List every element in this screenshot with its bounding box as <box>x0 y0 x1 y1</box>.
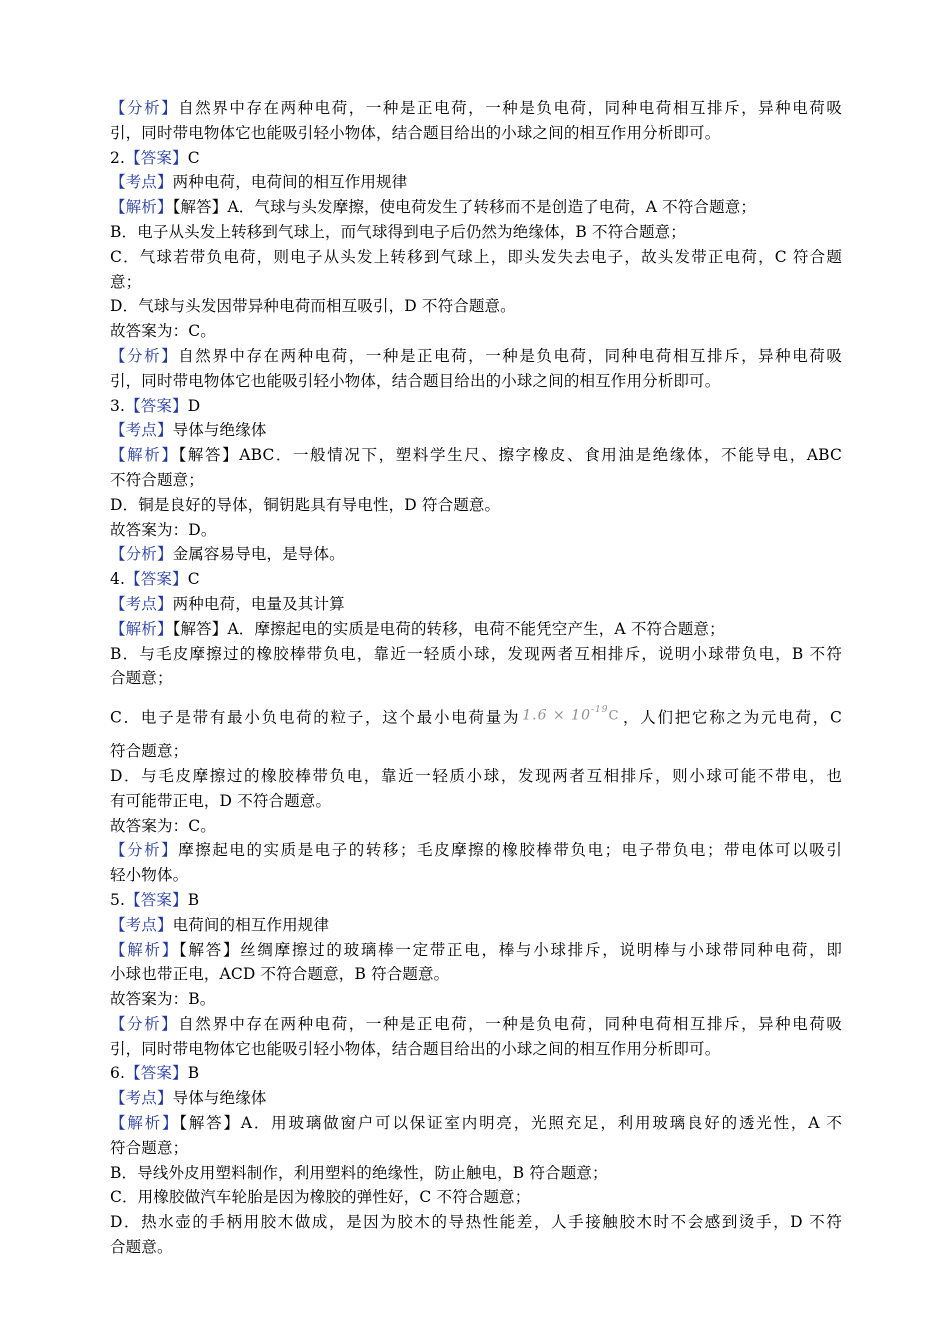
text-line <box>110 493 842 518</box>
line-text: 意； <box>110 272 142 291</box>
text-line <box>110 888 842 913</box>
text-line <box>110 146 842 171</box>
section-tag: 【答案】 <box>125 890 188 909</box>
line-text: C <box>187 148 200 167</box>
section-tag: 【答案】 <box>125 1064 188 1083</box>
line-text: 两种电荷，电量及其计算 <box>172 594 345 613</box>
line-text: B．电子从头发上转移到气球上，而气球得到电子后仍然为绝缘体，B 不符合题意； <box>110 222 686 241</box>
text-line <box>110 962 842 987</box>
text-line <box>110 764 842 789</box>
line-text: 【解答】ABC．一般情况下，塑料学生尺、擦字橡皮、食用油是绝缘体，不能导电，ABC <box>178 446 842 465</box>
line-text: D．铜是良好的导体，铜钥匙具有导电性，D 符合题意。 <box>110 495 501 514</box>
section-tag: 【答案】 <box>125 570 188 589</box>
line-text: 引，同时带电物体它也能吸引轻小物体，结合题目给出的小球之间的相互作用分析即可。 <box>110 123 721 142</box>
line-text: C．用橡胶做汽车轮胎是因为橡胶的弹性好，C 不符合题意； <box>110 1188 531 1207</box>
section-tag: 【考点】 <box>110 915 173 934</box>
line-text: 两种电荷，电荷间的相互作用规律 <box>172 173 408 192</box>
formula-exponent: -19 <box>590 705 609 716</box>
line-text: D．气球与头发因带异种电荷而相互吸引，D 不符合题意。 <box>110 297 516 316</box>
text-line <box>110 938 842 963</box>
text-line <box>110 1136 842 1161</box>
line-text: 符合题意； <box>110 742 189 761</box>
charge-formula <box>522 688 619 741</box>
text-line <box>110 617 842 642</box>
line-text: 5. <box>110 890 126 909</box>
section-tag: 【解析】 <box>110 446 179 465</box>
text-line <box>110 270 842 295</box>
line-text: 6. <box>110 1064 126 1083</box>
line-text: C．气球若带负电荷，则电子从头发上转移到气球上，即头发失去电子，故头发带正电荷，C 符合题 <box>110 247 842 266</box>
text-line <box>110 1012 842 1037</box>
line-text: 自然界中存在两种电荷，一种是正电荷，一种是负电荷，同种电荷相互排斥，异种电荷吸 <box>178 1014 842 1033</box>
text-line <box>110 468 842 493</box>
text-line <box>110 642 842 667</box>
answer-content <box>110 96 842 1260</box>
text-line <box>110 294 842 319</box>
line-text: 导体与绝缘体 <box>172 1089 267 1108</box>
section-tag: 【分析】 <box>110 841 179 860</box>
line-text: 轻小物体。 <box>110 866 189 885</box>
section-tag: 【考点】 <box>110 594 173 613</box>
text-line <box>110 1037 842 1062</box>
text-line <box>110 170 842 195</box>
section-tag: 【解析】 <box>110 198 173 217</box>
line-text: ，人们把它称之为元电荷，C <box>621 708 842 727</box>
text-line <box>110 1086 842 1111</box>
line-text: 自然界中存在两种电荷，一种是正电荷，一种是负电荷，同种电荷相互排斥，异种电荷吸 <box>178 346 842 365</box>
formula-unit: C <box>608 708 620 724</box>
text-line <box>110 394 842 419</box>
text-line <box>110 814 842 839</box>
line-text: 故答案为：C。 <box>110 816 216 835</box>
line-text: 导体与绝缘体 <box>172 421 267 440</box>
line-text: D．与毛皮摩擦过的橡胶棒带负电，靠近一轻质小球，发现两者互相排斥，则小球可能不带电，也 <box>110 766 842 785</box>
line-text: D．热水壶的手柄用胶木做成，是因为胶木的导热性能差，人手接触胶木时不会感到烫手，D 不符 <box>110 1213 842 1232</box>
text-line <box>110 1210 842 1235</box>
line-text: B．与毛皮摩擦过的橡胶棒带负电，靠近一轻质小球，发现两者互相排斥，说明小球带负电，B 不符 <box>110 644 842 663</box>
section-tag: 【分析】 <box>110 1014 179 1033</box>
line-text: 金属容易导电，是导体。 <box>172 545 345 564</box>
text-line <box>110 245 842 270</box>
text-line <box>110 863 842 888</box>
line-text: C <box>187 570 200 589</box>
section-tag: 【解析】 <box>110 940 179 959</box>
line-text: 合题意。 <box>110 1238 173 1257</box>
section-tag: 【分析】 <box>110 346 179 365</box>
text-line <box>110 1161 842 1186</box>
line-text: 【解答】丝绸摩擦过的玻璃棒一定带正电，棒与小球排斥，说明棒与小球带同种电荷，即 <box>178 940 842 959</box>
line-text: 故答案为：D。 <box>110 520 217 539</box>
line-text: 【解答】A．气球与头发摩擦，使电荷发生了转移而不是创造了电荷，A 不符合题意； <box>172 198 757 217</box>
text-line <box>110 913 842 938</box>
text-line <box>110 1185 842 1210</box>
text-line <box>110 567 842 592</box>
line-text: 摩擦起电的实质是电子的转移；毛皮摩擦的橡胶棒带负电；电子带负电；带电体可以吸引 <box>178 841 842 860</box>
line-text: 【解答】A．摩擦起电的实质是电荷的转移，电荷不能凭空产生，A 不符合题意； <box>172 619 725 638</box>
section-tag: 【考点】 <box>110 1089 173 1108</box>
line-text: 合题意； <box>110 669 173 688</box>
section-tag: 【考点】 <box>110 421 173 440</box>
text-line <box>110 418 842 443</box>
formula-text-line <box>110 691 842 739</box>
text-line <box>110 121 842 146</box>
section-tag: 【分析】 <box>110 99 179 117</box>
text-line <box>110 542 842 567</box>
text-line <box>110 518 842 543</box>
line-text: 符合题意； <box>110 1138 189 1157</box>
text-line <box>110 789 842 814</box>
line-text: B．导线外皮用塑料制作，利用塑料的绝缘性，防止触电，B 符合题意； <box>110 1163 608 1182</box>
line-text: 小球也带正电，ACD 不符合题意，B 符合题意。 <box>110 965 450 984</box>
text-line <box>110 739 842 764</box>
section-tag: 【解析】 <box>110 1114 180 1133</box>
text-line <box>110 96 842 121</box>
text-line <box>110 344 842 369</box>
line-text: 引，同时带电物体它也能吸引轻小物体，结合题目给出的小球之间的相互作用分析即可。 <box>110 1039 721 1058</box>
line-text: 自然界中存在两种电荷，一种是正电荷，一种是负电荷，同种电荷相互排斥，异种电荷吸 <box>178 99 842 117</box>
text-line <box>110 195 842 220</box>
text-line <box>110 319 842 344</box>
line-text: 电荷间的相互作用规律 <box>172 915 330 934</box>
line-text: 有可能带正电，D 不符合题意。 <box>110 791 332 810</box>
text-line <box>110 987 842 1012</box>
text-line <box>110 666 842 691</box>
text-line <box>110 1235 842 1260</box>
line-text: 故答案为：C。 <box>110 322 216 341</box>
section-tag: 【分析】 <box>110 545 173 564</box>
line-text: 故答案为：B。 <box>110 990 216 1009</box>
section-tag: 【答案】 <box>125 148 188 167</box>
text-line <box>110 1061 842 1086</box>
line-text: 不符合题意； <box>110 470 204 489</box>
formula-mantissa: 1.6 × 10 <box>522 707 591 724</box>
text-line <box>110 443 842 468</box>
text-line <box>110 1111 842 1136</box>
line-text: 引，同时带电物体它也能吸引轻小物体，结合题目给出的小球之间的相互作用分析即可。 <box>110 371 721 390</box>
text-line <box>110 220 842 245</box>
line-text: B <box>187 890 200 909</box>
line-text: 4. <box>110 570 126 589</box>
text-line <box>110 369 842 394</box>
section-tag: 【解析】 <box>110 619 173 638</box>
text-line <box>110 838 842 863</box>
section-tag: 【考点】 <box>110 173 173 192</box>
text-line <box>110 592 842 617</box>
line-text: C．电子是带有最小负电荷的粒子，这个最小电荷量为 <box>110 708 521 727</box>
line-text: 3. <box>110 396 126 415</box>
line-text: 2. <box>110 148 126 167</box>
line-text: B <box>187 1064 200 1083</box>
section-tag: 【答案】 <box>125 396 188 415</box>
line-text: D <box>187 396 201 415</box>
line-text: 【解答】A．用玻璃做窗户可以保证室内明亮，光照充足，利用玻璃良好的透光性，A 不 <box>179 1114 842 1133</box>
